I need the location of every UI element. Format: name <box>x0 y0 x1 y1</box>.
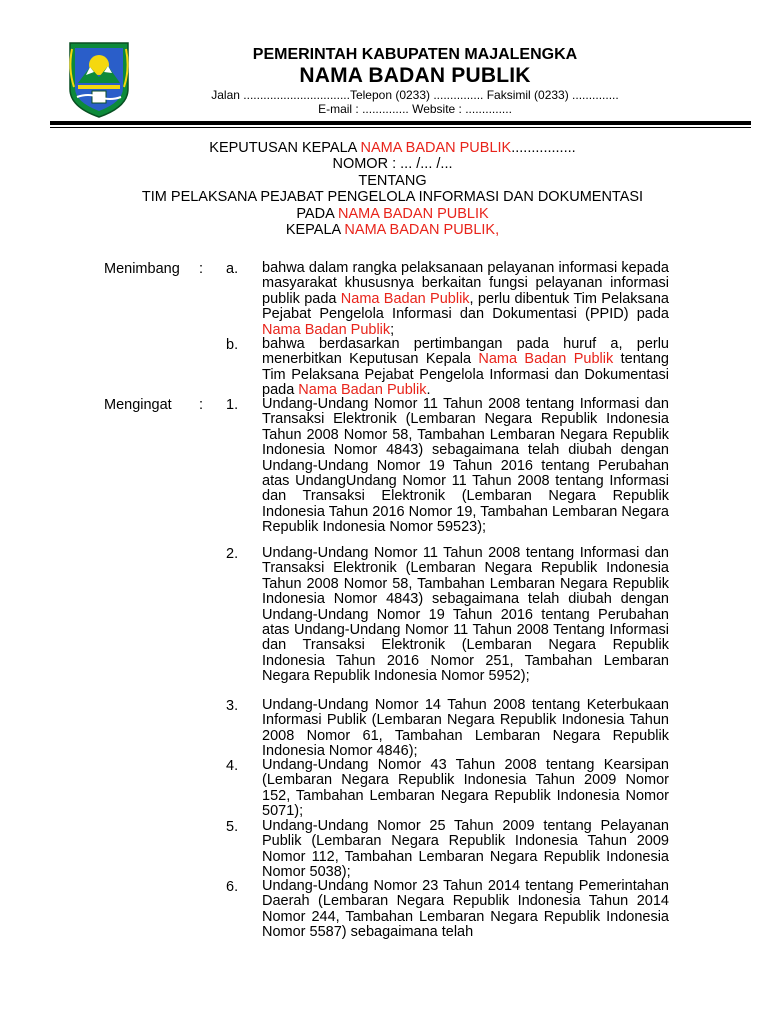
mengingat-item: Undang-Undang Nomor 43 Tahun 2008 tentang Kearsipan (Lembaran Negara Republik Indonesia Tahun 2009 Nomor 152, Tambahan Lembaran Negara Republik Indonesia Nomor 5071); <box>262 757 669 820</box>
decree-about: TENTANG <box>358 172 427 189</box>
decree-title-block <box>100 140 685 238</box>
majalengka-regency-emblem-icon <box>64 39 134 119</box>
mengingat-marker: 4. <box>226 758 239 774</box>
agency-placeholder: NAMA BADAN PUBLIK, <box>344 222 500 239</box>
decree-on-agency: PADA NAMA BADAN PUBLIK <box>296 205 489 222</box>
mengingat-item: Undang-Undang Nomor 23 Tahun 2014 tentang Pemerintahan Daerah (Lembaran Negara Republik Indonesia Tahun 2014 Nomor 244, Tambahan Lembaran Negara Republik Indonesia Nomor 5587) sebagaimana telah <box>262 878 669 941</box>
agency-name: NAMA BADAN PUBLIK <box>299 64 531 87</box>
decree-number: NOMOR : ... /... /... <box>332 156 453 173</box>
decree-subject: TIM PELAKSANA PEJABAT PENGELOLA INFORMASI DAN DOKUMENTASI <box>141 189 644 206</box>
mengingat-marker: 6. <box>226 879 239 895</box>
agency-placeholder: NAMA BADAN PUBLIK <box>360 140 512 156</box>
menimbang-item: bahwa dalam rangka pelaksanaan pelayanan informasi kepada masyarakat khususnya berkaitan fungsi pelayanan informasi publik pada Nama Badan Publik, perlu dibentuk Tim Pelaksana Pejabat Pengelola Informasi dan Dokumentasi (PPID) pada Nama Badan Publik; <box>262 260 669 338</box>
regency-emblem-logo <box>64 39 134 119</box>
mengingat-marker: 3. <box>226 698 239 714</box>
mengingat-item: Undang-Undang Nomor 14 Tahun 2008 tentang Keterbukaan Informasi Publik (Lembaran Negara Republik Indonesia Tahun 2008 Nomor 61, Tambahan Lembaran Negara Republik Indonesia Nomor 4846); <box>262 697 669 760</box>
agency-placeholder: Nama Badan Publik <box>478 351 614 368</box>
header-divider-thick <box>50 121 751 125</box>
decree-title: KEPUTUSAN KEPALA NAMA BADAN PUBLIK................ <box>209 140 576 156</box>
menimbang-item: bahwa berdasarkan pertimbangan pada huruf a, perlu menerbitkan Keputusan Kepala Nama Badan Publik tentang Tim Pelaksana Pejabat Pengelola Informasi dan Dokumentasi pada Nama Badan Publik. <box>262 336 669 399</box>
mengingat-item: Undang-Undang Nomor 11 Tahun 2008 tentang Informasi dan Transaksi Elektronik (Lembaran Negara Republik Indonesia Tahun 2008 Nomor 58, Tambahan Lembaran Negara Republik Indonesia Nomor 4843) sebagaimana telah diubah dengan Undang-Undang Nomor 19 Tahun 2016 tentang Perubahan atas Undang-Undang Nomor 11 Tahun 2008 Tentang Informasi dan Transaksi Elektronik (Lembaran Negara Republik Indonesia Tahun 2016 Nomor 251, Tambahan Lembaran Negara Republik Indonesia Nomor 5952); <box>262 545 669 685</box>
address-line: Jalan ................................Telepon (0233) ............... Faksimil (0233) .............. <box>211 88 619 102</box>
menimbang-label: Menimbang <box>104 261 180 277</box>
mengingat-colon: : <box>199 397 204 413</box>
mengingat-item: Undang-Undang Nomor 25 Tahun 2009 tentang Pelayanan Publik (Lembaran Negara Republik Indonesia Tahun 2009 Nomor 112, Tambahan Lembaran Negara Republik Indonesia Nomor 5038); <box>262 818 669 881</box>
agency-placeholder: Nama Badan Publik <box>298 382 427 399</box>
agency-placeholder: Nama Badan Publik <box>340 290 470 307</box>
mengingat-marker: 2. <box>226 546 239 562</box>
mengingat-marker: 5. <box>226 819 239 835</box>
header-divider-thin <box>50 127 751 128</box>
decree-head: KEPALA NAMA BADAN PUBLIK, <box>285 222 500 239</box>
mengingat-label: Mengingat <box>104 397 172 413</box>
menimbang-colon: : <box>199 261 204 277</box>
menimbang-marker: a. <box>226 261 239 277</box>
mengingat-item: Undang-Undang Nomor 11 Tahun 2008 tentang Informasi dan Transaksi Elektronik (Lembaran Negara Republik Indonesia Tahun 2008 Nomor 58, Tambahan Lembaran Negara Republik Indonesia Nomor 4843) sebagaimana telah diubah dengan Undang-Undang Nomor 19 Tahun 2016 tentang Perubahan atas UndangUndang Nomor 11 Tahun 2008 tentang Informasi dan Transaksi Elektronik (Lembaran Negara Republik Indonesia Tahun 2016 Nomor 19, Tambahan Lembaran Negara Republik Indonesia Nomor 59523); <box>262 396 669 536</box>
menimbang-marker: b. <box>226 337 239 353</box>
agency-placeholder: Nama Badan Publik <box>262 321 391 338</box>
mengingat-marker: 1. <box>226 397 239 413</box>
contact-line: E-mail : .............. Website : .............. <box>318 102 512 116</box>
government-name: PEMERINTAH KABUPATEN MAJALENGKA <box>252 46 578 63</box>
agency-placeholder: NAMA BADAN PUBLIK <box>337 205 489 222</box>
